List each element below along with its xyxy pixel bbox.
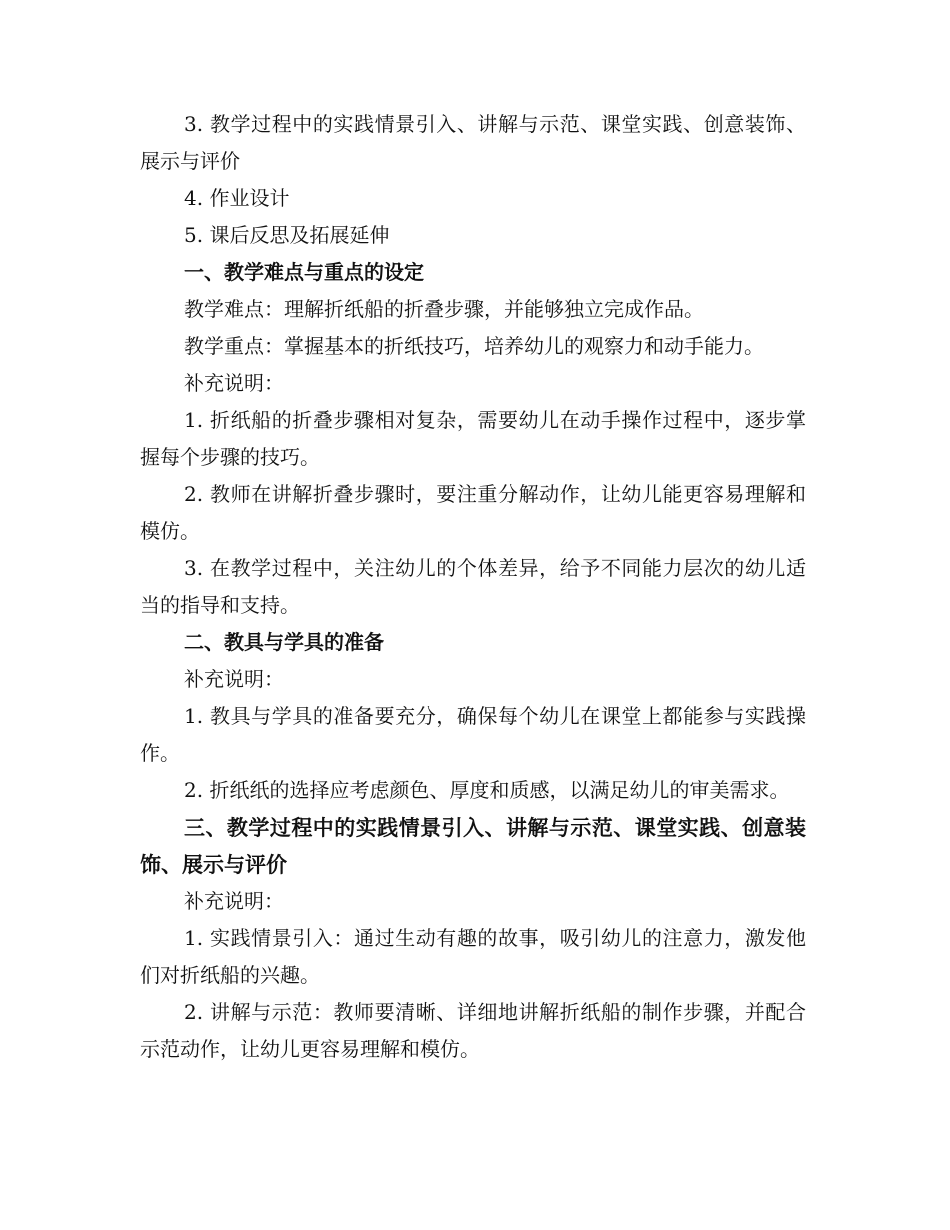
supplement-item-1: 1. 实践情景引入：通过生动有趣的故事，吸引幼儿的注意力，激发他们对折纸船的兴趣。 (140, 926, 806, 987)
supplement-item-2: 2. 教师在讲解折叠步骤时，要注重分解动作，让幼儿能更容易理解和模仿。 (140, 482, 806, 543)
section-heading-1: 一、教学难点与重点的设定 (184, 260, 424, 284)
section-heading-2: 二、教具与学具的准备 (184, 630, 384, 654)
document-page (140, 106, 806, 1068)
supplement-item-2: 2. 讲解与示范：教师要清晰、详细地讲解折纸船的制作步骤，并配合示范动作，让幼儿更容易理解和模仿。 (140, 1000, 806, 1061)
supplement-item-1: 1. 教具与学具的准备要充分，确保每个幼儿在课堂上都能参与实践操作。 (140, 704, 806, 765)
section-heading-3: 三、教学过程中的实践情景引入、讲解与示范、课堂实践、创意装饰、展示与评价 (140, 815, 806, 877)
supplement-label: 补充说明： (184, 667, 284, 691)
supplement-item-1: 1. 折纸船的折叠步骤相对复杂，需要幼儿在动手操作过程中，逐步掌握每个步骤的技巧。 (140, 408, 806, 469)
supplement-item-3: 3. 在教学过程中，关注幼儿的个体差异，给予不同能力层次的幼儿适当的指导和支持。 (140, 556, 806, 617)
supplement-label: 补充说明： (184, 371, 284, 395)
list-item-4: 4. 作业设计 (184, 186, 290, 210)
supplement-item-2: 2. 折纸纸的选择应考虑颜色、厚度和质感，以满足幼儿的审美需求。 (184, 778, 790, 802)
list-item-3: 3. 教学过程中的实践情景引入、讲解与示范、课堂实践、创意装饰、展示与评价 (140, 112, 806, 173)
list-item-5: 5. 课后反思及拓展延伸 (184, 223, 390, 247)
teaching-focus: 教学重点：掌握基本的折纸技巧，培养幼儿的观察力和动手能力。 (184, 334, 764, 358)
supplement-label: 补充说明： (184, 889, 284, 913)
teaching-difficulty: 教学难点：理解折纸船的折叠步骤，并能够独立完成作品。 (184, 297, 704, 321)
